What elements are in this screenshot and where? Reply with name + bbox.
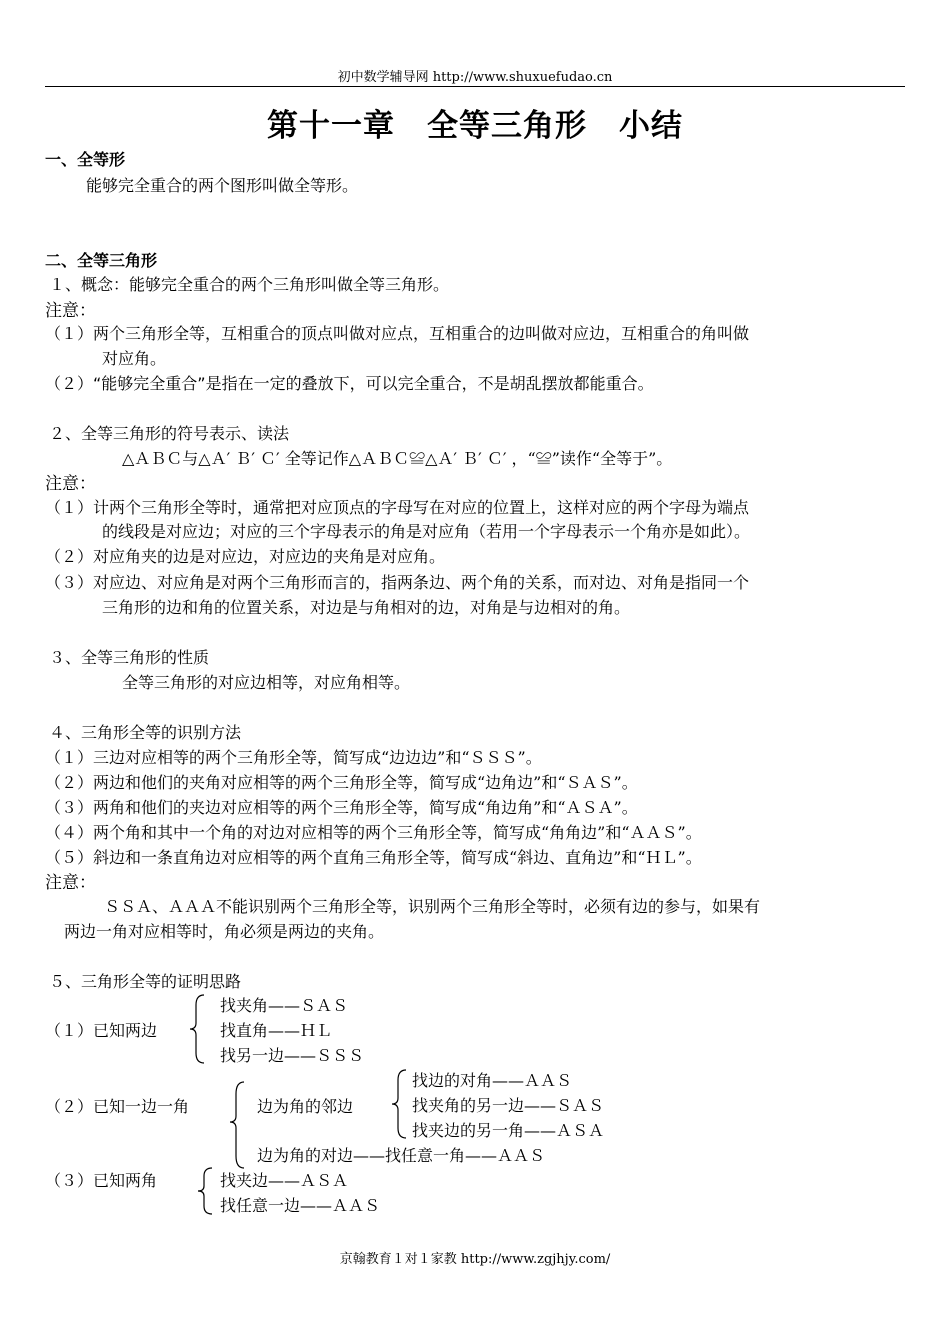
- notation-note-1: （１）计两个三角形全等时，通常把对应顶点的字母写在对应的位置上，这样对应的两个字母为端点: [45, 498, 750, 517]
- criteria-note-text-cont: 两边一角对应相等时，角必须是两边的夹角。: [64, 922, 385, 941]
- criteria-note-label: 注意：: [45, 873, 96, 893]
- section-1-text: 能够完全重合的两个图形叫做全等形。: [86, 176, 359, 195]
- case-3-brace: [196, 1166, 216, 1216]
- case-1-option: 找另一边——ＳＳＳ: [220, 1046, 365, 1065]
- case-2-sub-brace: [390, 1068, 410, 1140]
- case-2-brace: [228, 1080, 248, 1170]
- criteria-item: （３）两角和他们的夹边对应相等的两个三角形全等，简写成“角边角”和“ＡＳＡ”。: [45, 798, 638, 817]
- case-1-label: （１）已知两边: [45, 1021, 158, 1040]
- case-2-label: （２）已知一边一角: [45, 1097, 190, 1116]
- concept-note-1: （１）两个三角形全等，互相重合的顶点叫做对应点，互相重合的边叫做对应边，互相重合的角叫做: [45, 324, 750, 343]
- page-header: 初中数学辅导网 http://www.shuxuefudao.cn: [337, 70, 613, 85]
- case-3-label: （３）已知两角: [45, 1171, 158, 1190]
- concept-note-label: 注意：: [45, 301, 96, 321]
- case-3-option: 找任意一边——ＡＡＳ: [220, 1196, 381, 1215]
- notation-note-2: （２）对应角夹的边是对应边，对应边的夹角是对应角。: [45, 547, 446, 566]
- case-2-option: 找夹边的另一角——ＡＳＡ: [412, 1121, 605, 1140]
- notation-note-label: 注意：: [45, 474, 96, 494]
- header-rule: [45, 86, 905, 87]
- page-title: 第十一章 全等三角形 小结: [267, 108, 683, 144]
- notation-title: ２、全等三角形的符号表示、读法: [49, 424, 290, 443]
- case-1-option: 找直角——ＨＬ: [220, 1021, 333, 1040]
- notation-note-3: （３）对应边、对应角是对两个三角形而言的，指两条边、两个角的关系，而对边、对角是指同一个: [45, 573, 750, 592]
- page-footer: 京翰教育１对１家教 http://www.zgjhjy.com/: [339, 1252, 611, 1267]
- criteria-item: （５）斜边和一条直角边对应相等的两个直角三角形全等，简写成“斜边、直角边”和“ＨＬ”。: [45, 848, 702, 867]
- notation-line: △ＡＢＣ与△Ａ′ Ｂ′ Ｃ′ 全等记作△ＡＢＣ≌△Ａ′ Ｂ′ Ｃ′ ，“≌”读作“全等于”。: [122, 449, 673, 468]
- case-2-option: 找边的对角——ＡＡＳ: [412, 1071, 573, 1090]
- criteria-item: （４）两个角和其中一个角的对边对应相等的两个三角形全等，简写成“角角边”和“ＡＡＳ”。: [45, 823, 702, 842]
- case-2-option: 找夹角的另一边——ＳＡＳ: [412, 1096, 605, 1115]
- notation-note-1-cont: 的线段是对应边；对应的三个字母表示的角是对应角（若用一个字母表示一个角亦是如此）。: [102, 522, 751, 541]
- criteria-item: （１）三边对应相等的两个三角形全等，简写成“边边边”和“ＳＳＳ”。: [45, 748, 542, 767]
- criteria-item: （２）两边和他们的夹角对应相等的两个三角形全等，简写成“边角边”和“ＳＡＳ”。: [45, 773, 638, 792]
- case-2-sub-opposite: 边为角的对边——找任意一角——ＡＡＳ: [257, 1146, 546, 1165]
- case-1-option: 找夹角——ＳＡＳ: [220, 996, 349, 1015]
- case-3-option: 找夹边——ＡＳＡ: [220, 1171, 349, 1190]
- case-1-brace: [188, 993, 208, 1065]
- concept-note-2: （２）“能够完全重合”是指在一定的叠放下，可以完全重合，不是胡乱摆放都能重合。: [45, 374, 654, 393]
- proof-title: ５、三角形全等的证明思路: [49, 972, 242, 991]
- criteria-note-text: ＳＳＡ、ＡＡＡ不能识别两个三角形全等，识别两个三角形全等时，必须有边的参与，如果有: [104, 897, 761, 916]
- property-line: 全等三角形的对应边相等，对应角相等。: [122, 673, 411, 692]
- property-title: ３、全等三角形的性质: [49, 648, 210, 667]
- case-2-sub-adjacent: 边为角的邻边: [257, 1097, 354, 1116]
- criteria-title: ４、三角形全等的识别方法: [49, 723, 242, 742]
- section-1-heading: 一、全等形: [45, 150, 126, 169]
- notation-note-3-cont: 三角形的边和角的位置关系，对边是与角相对的边，对角是与边相对的角。: [102, 598, 631, 617]
- section-2-heading: 二、全等三角形: [45, 251, 158, 270]
- concept-title: １、概念：能够完全重合的两个三角形叫做全等三角形。: [49, 275, 450, 294]
- concept-note-1-cont: 对应角。: [102, 349, 167, 368]
